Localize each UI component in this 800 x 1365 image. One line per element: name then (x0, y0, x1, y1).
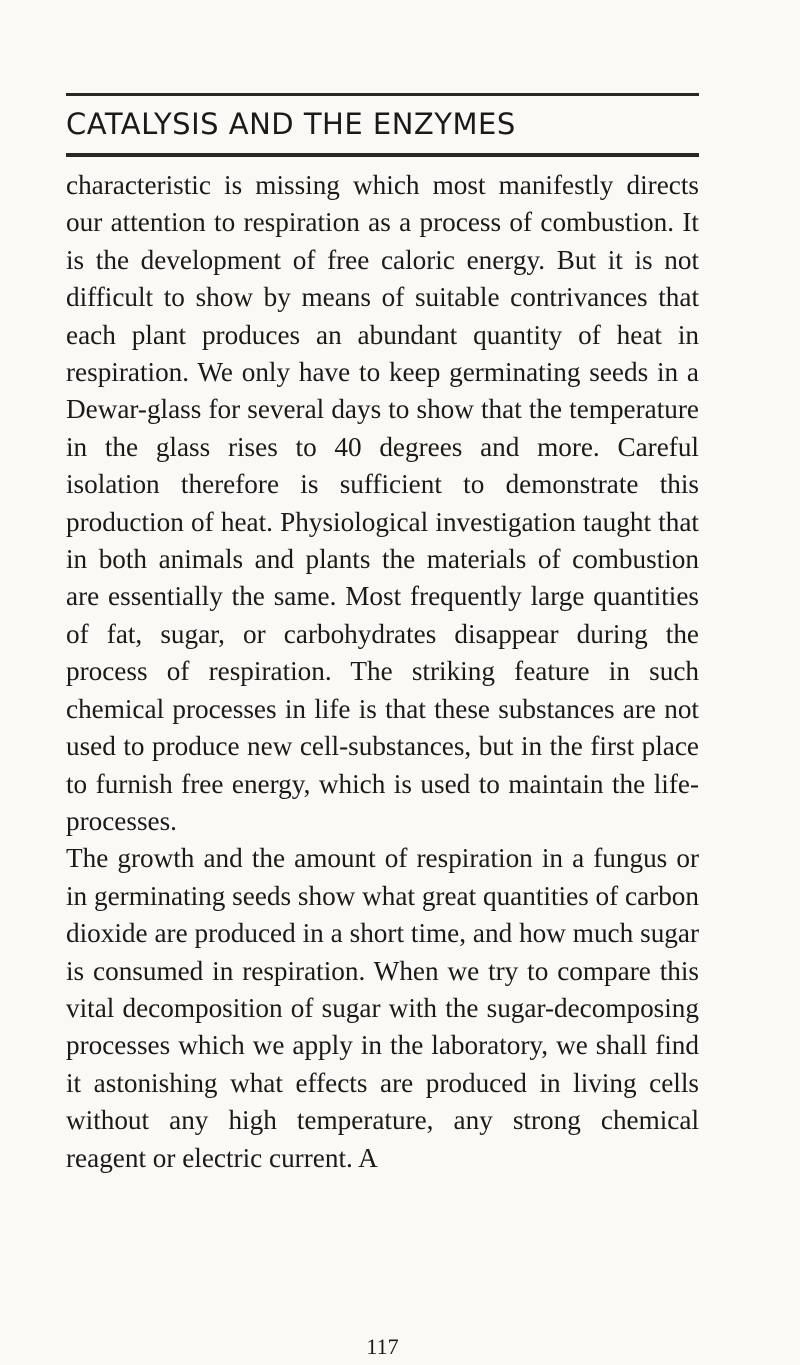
page-number: 117 (366, 1334, 399, 1359)
paragraph-1: characteristic is missing which most manifestly directs our attention to respiration as a process of combustion. It is the development of free caloric energy. But it is not difficult to show by means of suitable contrivances that each plant produces an abundant quantity of heat in respiration. We only have to keep germinating seeds in a Dewar-glass for several days to show that the temperature in the glass rises to 40 degrees and more. Careful isolation therefore is sufficient to demonstrate this production of heat. Physiological investigation taught that in both animals and plants the materials of combustion are essentially the same. Most frequently large quantities of fat, sugar, or carbohydrates disappear during the process of respiration. The striking feature in such chemical processes in life is that these substances are not used to produce new cell-substances, but in the first place to furnish free energy, which is used to maintain the life-processes. (66, 170, 699, 836)
paragraph-2: The growth and the amount of respiration in a fungus or in germinating seeds show what great quantities of carbon dioxide are produced in a short time, and how much sugar is consumed in respiration. When we try to compare this vital decomposition of sugar with the sugar-decomposing processes which we apply in the laboratory, we shall find it astonishing what effects are produced in living cells without any high temperature, any strong chemical reagent or electric current. A (66, 843, 699, 1173)
header-rule-top (66, 93, 699, 96)
header-rule-bottom (66, 153, 699, 157)
body-text (66, 167, 699, 1177)
running-head: CATALYSIS AND THE ENZYMES (66, 107, 516, 141)
